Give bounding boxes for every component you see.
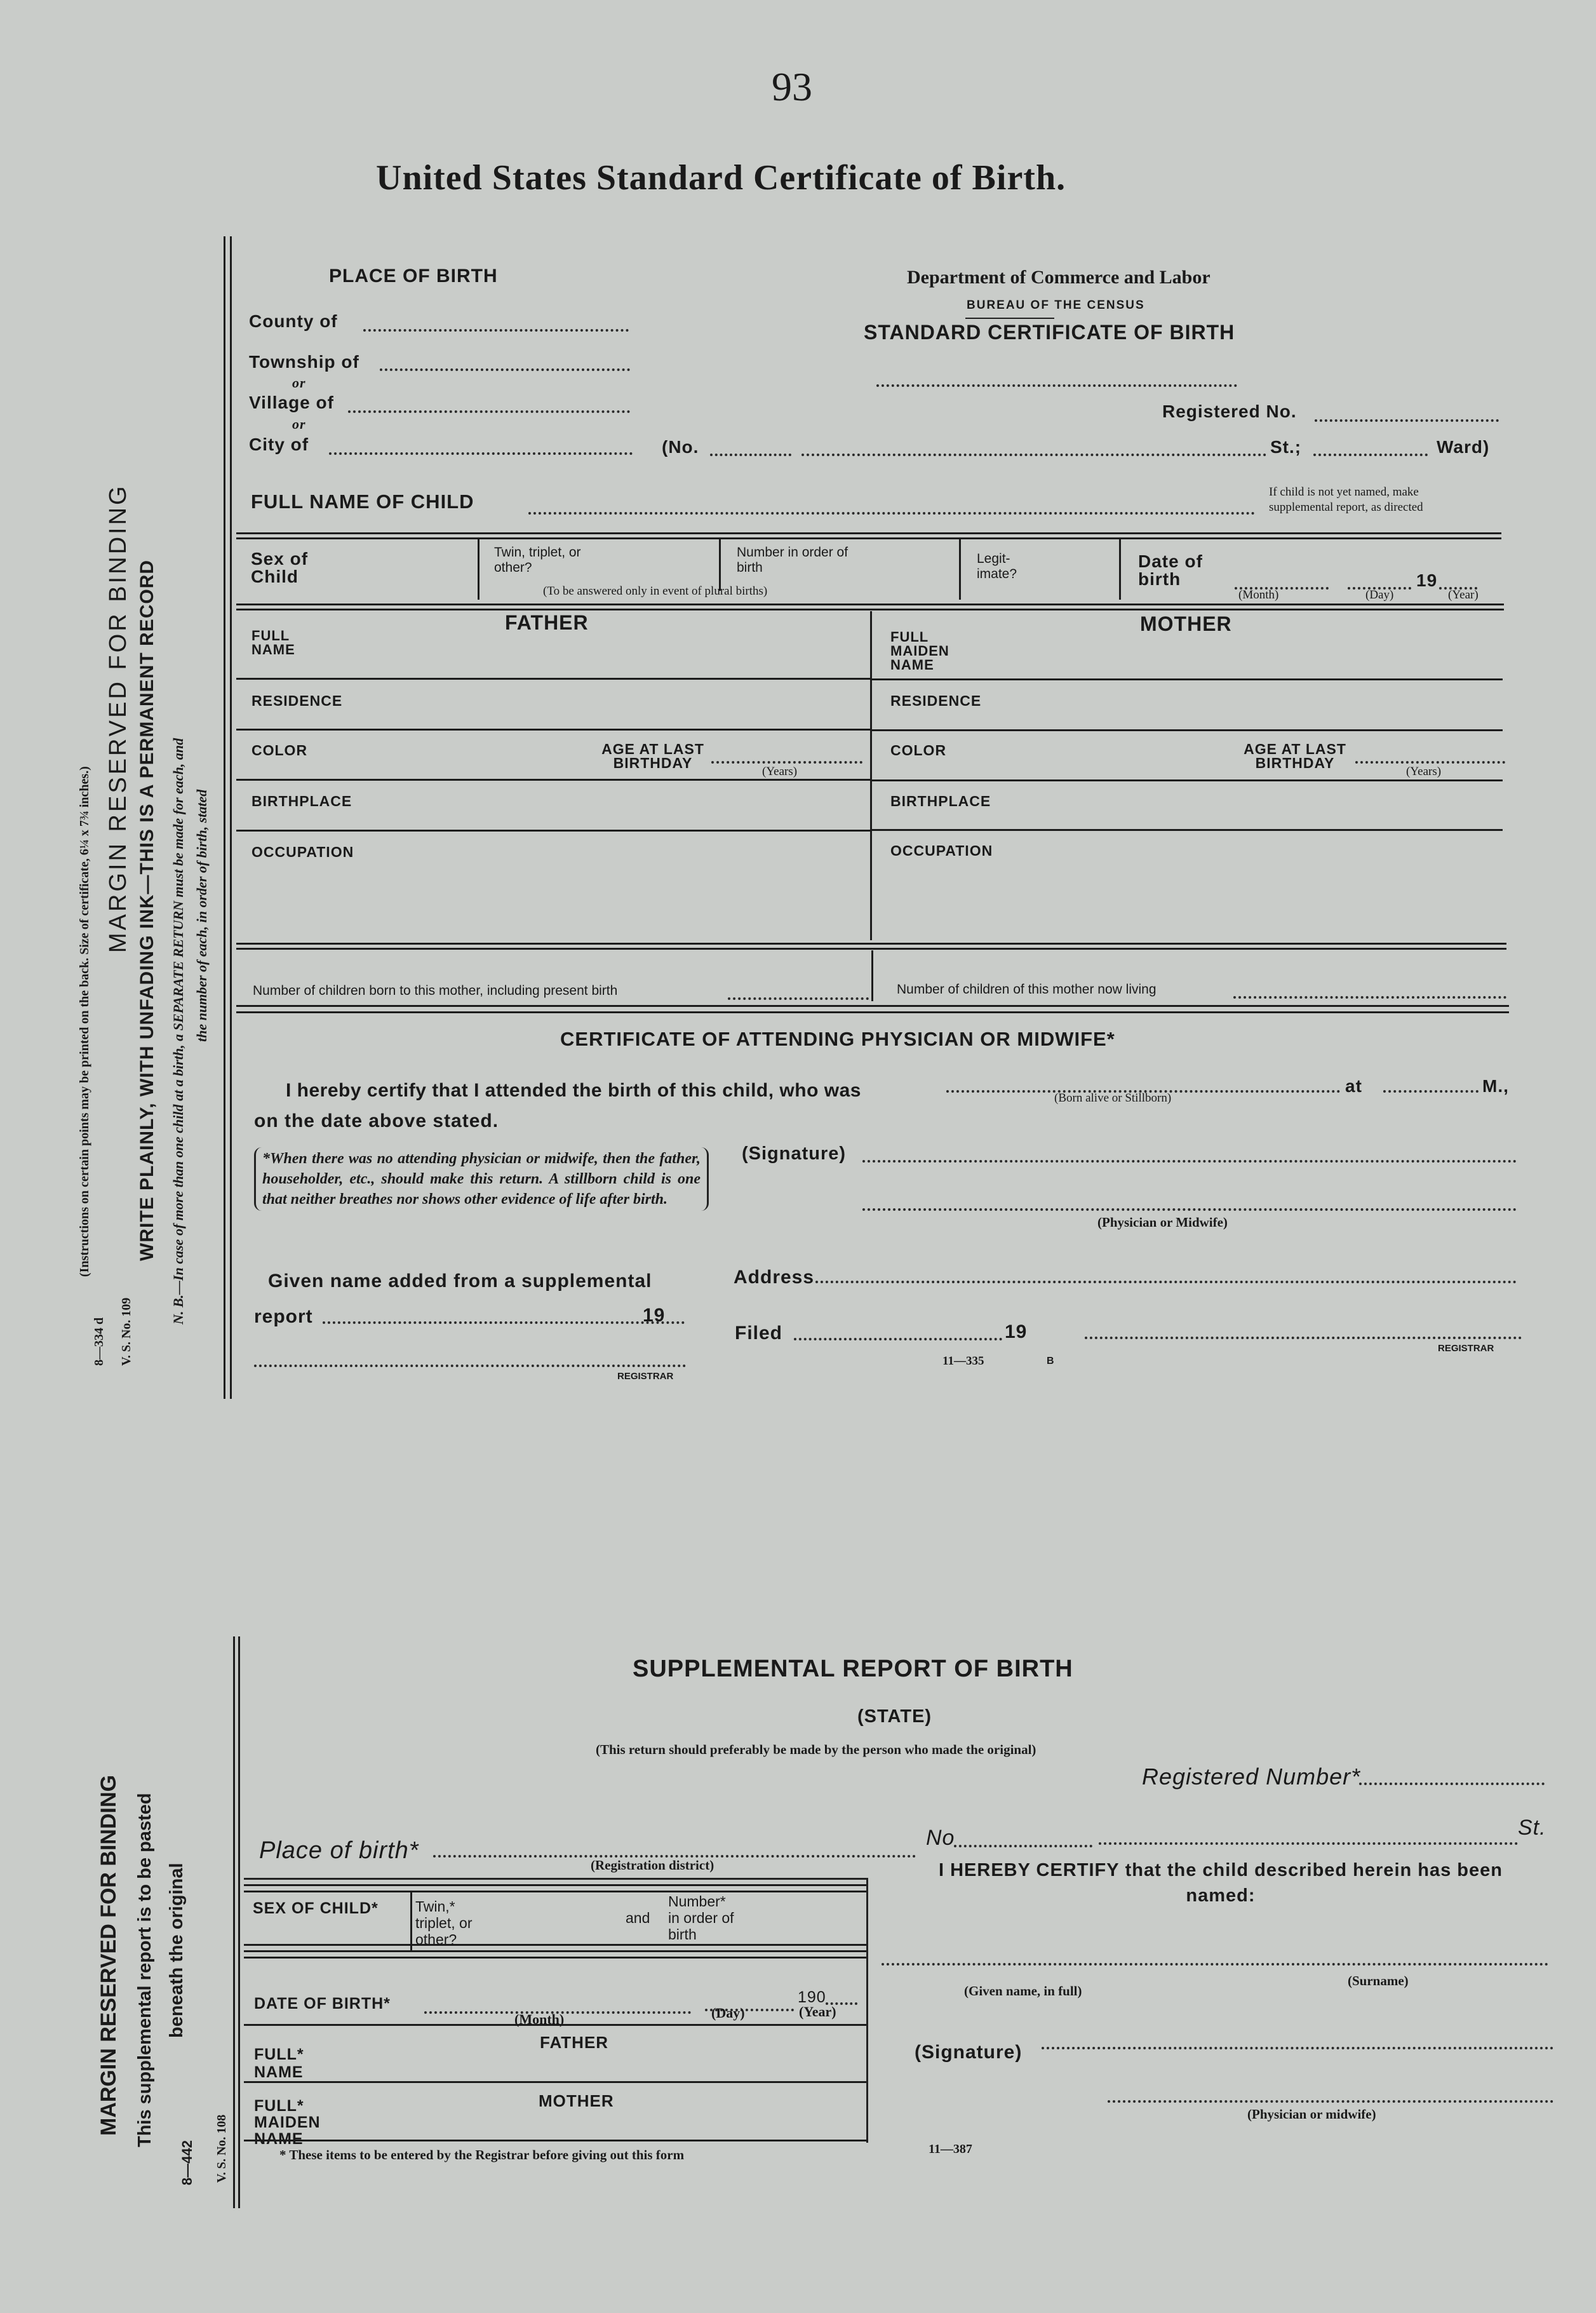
- footnote-text: *When there was no attending physician or midwife, then the father, householder, etc., should make this return. A stillborn child is one that neither breathes nor shows other evidence of life after birth.: [262, 1150, 701, 1208]
- form-code-suffix: B: [1047, 1356, 1054, 1366]
- father-age-field[interactable]: [711, 761, 862, 764]
- supp-sex-label: SEX OF CHILD*: [253, 1899, 379, 1917]
- supp-registrar-note: * These items to be entered by the Registrar before giving out this form: [279, 2147, 685, 2162]
- street-name-field[interactable]: [801, 454, 1266, 456]
- registrar-left-field[interactable]: [254, 1365, 686, 1367]
- row-line: [871, 779, 1503, 781]
- address-label: Address: [734, 1267, 815, 1288]
- divider: [236, 537, 1501, 539]
- divider: [236, 948, 1506, 950]
- year-hint: (Year): [1448, 588, 1479, 602]
- certify-text: I hereby certify that I attended the birth of this child, who was: [286, 1080, 861, 1101]
- supp-registered-number-field[interactable]: [1359, 1783, 1545, 1785]
- registered-no-label: Registered No.: [1162, 401, 1297, 421]
- registrar-right-field[interactable]: [1085, 1337, 1522, 1339]
- date-of-birth-label: Date of birth: [1138, 551, 1203, 589]
- supp-pasted-line2: beneath the original: [166, 1863, 187, 2038]
- col-divider: [1119, 539, 1121, 600]
- mother-residence-label: RESIDENCE: [890, 692, 982, 709]
- supp-mother-name-label: FULL* MAIDEN NAME: [254, 2097, 321, 2148]
- father-years-hint: (Years): [762, 765, 798, 778]
- supp-certify-rest: that the child described herein has been named:: [1125, 1860, 1503, 1906]
- time-field[interactable]: [1383, 1090, 1479, 1093]
- township-label: Township of: [249, 352, 359, 372]
- or-label-1: or: [292, 375, 306, 391]
- supp-form-number: 8—442: [179, 2140, 195, 2185]
- supp-st-label: St.: [1518, 1816, 1546, 1840]
- supp-physician-field[interactable]: [1108, 2100, 1553, 2103]
- margin-reserved-label: MARGIN RESERVED FOR BINDING: [105, 483, 131, 953]
- binding-border: [224, 236, 225, 1399]
- street-no-label: (No.: [662, 437, 699, 457]
- mother-name-label: FULL MAIDEN NAME: [890, 629, 949, 673]
- supp-title: SUPPLEMENTAL REPORT OF BIRTH: [633, 1656, 1073, 1682]
- mother-heading: MOTHER: [1140, 612, 1232, 635]
- footnote-box: [254, 1147, 709, 1211]
- place-of-birth-heading: PLACE OF BIRTH: [329, 266, 498, 287]
- registrar-left-label: REGISTRAR: [617, 1371, 674, 1382]
- nb-note-line1: N. B.—In case of more than one child at a birth, a SEPARATE RETURN must be made for each, and: [170, 738, 186, 1325]
- filed-label: Filed: [735, 1323, 783, 1344]
- birth-year-prefix: 19: [1416, 570, 1438, 590]
- margin-instructions: (Instructions on certain points may be printed on the back. Size of certificate, 6¼ x 7¾ inches.): [77, 766, 91, 1277]
- supp-order-label: Number* in order of birth: [668, 1893, 734, 1943]
- divider: [244, 1884, 866, 1886]
- divider: [244, 2081, 866, 2083]
- street-no-field[interactable]: [710, 454, 791, 456]
- month-hint: (Month): [1238, 588, 1279, 602]
- supp-vs-number: V. S. No. 108: [215, 2114, 229, 2183]
- divider: [244, 1891, 866, 1892]
- supp-mother-heading: MOTHER: [539, 2091, 614, 2110]
- ward-field[interactable]: [1313, 454, 1428, 456]
- row-line: [236, 678, 870, 680]
- mother-birthplace-label: BIRTHPLACE: [890, 793, 991, 809]
- or-label-2: or: [292, 416, 306, 432]
- supp-registration-hint: (Registration district): [591, 1858, 714, 1873]
- page-number: 93: [772, 64, 812, 109]
- father-heading: FATHER: [505, 611, 589, 634]
- row-line: [871, 678, 1503, 680]
- report-label: report: [254, 1306, 313, 1327]
- supp-day-hint: (Day): [711, 2005, 745, 2021]
- plural-note: (To be answered only in event of plural births): [543, 584, 768, 598]
- col-divider: [719, 539, 721, 591]
- divider: [236, 943, 1506, 945]
- report-date-field[interactable]: [323, 1321, 685, 1324]
- twin-label: Twin, triplet, or other?: [494, 545, 581, 575]
- father-occupation-label: OCCUPATION: [251, 844, 354, 860]
- supp-street-field[interactable]: [1099, 1842, 1518, 1845]
- supp-and-label: and: [626, 1910, 650, 1926]
- supp-certify: [916, 1858, 1526, 1908]
- supp-year-prefix: 190: [798, 1988, 826, 2006]
- st-label: St.;: [1270, 437, 1302, 457]
- not-named-note-2: supplemental report, as directed: [1269, 501, 1423, 514]
- child-name-field[interactable]: [528, 512, 1255, 515]
- supp-child-name-field[interactable]: [882, 1963, 1548, 1966]
- row-line: [871, 729, 1503, 731]
- bureau-name: BUREAU OF THE CENSUS: [967, 299, 1145, 312]
- page-title: United States Standard Certificate of Birth.: [376, 158, 1066, 198]
- supp-month-hint: (Month): [514, 2011, 565, 2027]
- col-divider: [478, 539, 479, 600]
- given-name-label: Given name added from a supplemental: [268, 1271, 652, 1291]
- signature-label: (Signature): [742, 1143, 847, 1164]
- mother-years-hint: (Years): [1406, 765, 1442, 778]
- write-plainly-notice: WRITE PLAINLY, WITH UNFADING INK—THIS IS A PERMANENT RECORD: [137, 559, 158, 1261]
- village-label: Village of: [249, 393, 334, 412]
- village-field[interactable]: [348, 410, 630, 413]
- signature-field[interactable]: [862, 1160, 1517, 1163]
- address-field[interactable]: [815, 1281, 1517, 1283]
- sex-of-child-label: Sex of Child: [251, 549, 309, 586]
- mother-age-label: AGE AT LAST BIRTHDAY: [1244, 741, 1346, 771]
- row-line: [871, 829, 1503, 831]
- divider: [236, 1011, 1509, 1013]
- physician-heading: CERTIFICATE OF ATTENDING PHYSICIAN OR MIDWIFE*: [560, 1028, 1115, 1050]
- supp-certify-bold: I HEREBY CERTIFY: [939, 1860, 1120, 1880]
- report-year-prefix: 19: [643, 1305, 666, 1326]
- child-name-label: FULL NAME OF CHILD: [251, 490, 474, 513]
- father-birthplace-label: BIRTHPLACE: [251, 793, 352, 809]
- department-name: Department of Commerce and Labor: [907, 267, 1210, 288]
- binding-border-inner: [230, 236, 232, 1399]
- divider: [244, 2024, 866, 2026]
- father-name-label: FULL NAME: [251, 628, 295, 657]
- supp-twin-label: Twin,* triplet, or other?: [415, 1898, 473, 1948]
- meridiem-label: M.,: [1482, 1076, 1509, 1096]
- form-number: 8—334 d: [92, 1317, 106, 1366]
- supp-margin-reserved: MARGIN RESERVED FOR BINDING: [97, 1775, 121, 2136]
- supp-street-no-field[interactable]: [954, 1845, 1092, 1847]
- form-code: 11—335: [942, 1354, 984, 1368]
- mother-color-label: COLOR: [890, 742, 947, 759]
- supp-surname-hint: (Surname): [1348, 1973, 1409, 1988]
- parent-divider: [870, 611, 872, 940]
- father-residence-label: RESIDENCE: [251, 692, 343, 709]
- date-stated-label: on the date above stated.: [254, 1110, 499, 1131]
- supp-no-label: No: [926, 1826, 955, 1850]
- mother-occupation-label: OCCUPATION: [890, 842, 993, 859]
- filed-year-prefix: 19: [1005, 1321, 1028, 1342]
- nb-note-line2: the number of each, in order of birth, stated: [194, 789, 210, 1042]
- divider: [244, 2140, 868, 2141]
- children-living-field[interactable]: [1233, 996, 1506, 999]
- supp-signature-label: (Signature): [915, 2042, 1023, 2063]
- at-label: at: [1345, 1076, 1362, 1096]
- form-title: STANDARD CERTIFICATE OF BIRTH: [864, 321, 1235, 344]
- legitimate-label: Legit- imate?: [977, 551, 1017, 581]
- city-field[interactable]: [329, 452, 633, 455]
- divider: [244, 1957, 866, 1959]
- row-line: [236, 729, 870, 731]
- day-hint: (Day): [1365, 588, 1394, 602]
- supp-signature-field[interactable]: [1042, 2047, 1553, 2049]
- city-label: City of: [249, 435, 309, 454]
- divider: [244, 1950, 866, 1952]
- supp-year-hint: (Year): [799, 2004, 836, 2020]
- supp-father-heading: FATHER: [540, 2033, 609, 2052]
- divider: [236, 1005, 1509, 1007]
- county-field[interactable]: [363, 329, 629, 332]
- not-named-note-1: If child is not yet named, make: [1269, 485, 1419, 499]
- supp-registered-number-label: Registered Number*: [1142, 1763, 1361, 1790]
- ward-label: Ward): [1437, 437, 1490, 457]
- divider: [236, 532, 1501, 534]
- bureau-underline: [965, 318, 1054, 319]
- children-living-label: Number of children of this mother now living: [897, 982, 1157, 997]
- supp-state-label: (STATE): [857, 1706, 932, 1727]
- row-line: [236, 779, 870, 781]
- row-line: [236, 830, 870, 832]
- divider: [236, 604, 1504, 605]
- supp-physician-hint: (Physician or midwife): [1247, 2107, 1376, 2122]
- supp-binding-border: [233, 1636, 235, 2208]
- children-born-label: Number of children born to this mother, including present birth: [253, 983, 618, 998]
- township-field[interactable]: [380, 368, 630, 371]
- supp-form-code: 11—387: [929, 2142, 972, 2156]
- registered-no-field[interactable]: [1315, 419, 1499, 422]
- divider: [236, 609, 1504, 610]
- father-color-label: COLOR: [251, 742, 308, 759]
- supp-place-label: Place of birth*: [259, 1837, 419, 1864]
- supp-binding-border-inner: [238, 1636, 240, 2208]
- supp-given-name-hint: (Given name, in full): [964, 1983, 1082, 1999]
- supp-date-label: DATE OF BIRTH*: [254, 1995, 391, 2013]
- state-field[interactable]: [876, 384, 1237, 387]
- col-divider: [410, 1892, 412, 1950]
- col-divider: [871, 950, 873, 1001]
- registrar-right-label: REGISTRAR: [1438, 1343, 1494, 1354]
- children-born-field[interactable]: [728, 997, 869, 1000]
- father-age-label: AGE AT LAST BIRTHDAY: [601, 741, 704, 771]
- physician-hint: (Physician or Midwife): [1097, 1215, 1228, 1230]
- order-label: Number in order of birth: [737, 545, 848, 575]
- filed-date-field[interactable]: [794, 1338, 1002, 1340]
- vs-number: V. S. No. 109: [119, 1297, 133, 1366]
- supp-note: (This return should preferably be made by the person who made the original): [596, 1742, 1036, 1757]
- col-divider: [959, 539, 961, 600]
- supp-pasted-line1: This supplemental report is to be pasted: [135, 1793, 155, 2147]
- mother-age-field[interactable]: [1355, 761, 1505, 764]
- county-label: County of: [249, 311, 338, 331]
- physician-title-field[interactable]: [862, 1208, 1517, 1211]
- born-alive-hint: (Born alive or Stillborn): [1054, 1091, 1172, 1105]
- supp-father-name-label: FULL* NAME: [254, 2046, 304, 2081]
- divider: [244, 1944, 866, 1946]
